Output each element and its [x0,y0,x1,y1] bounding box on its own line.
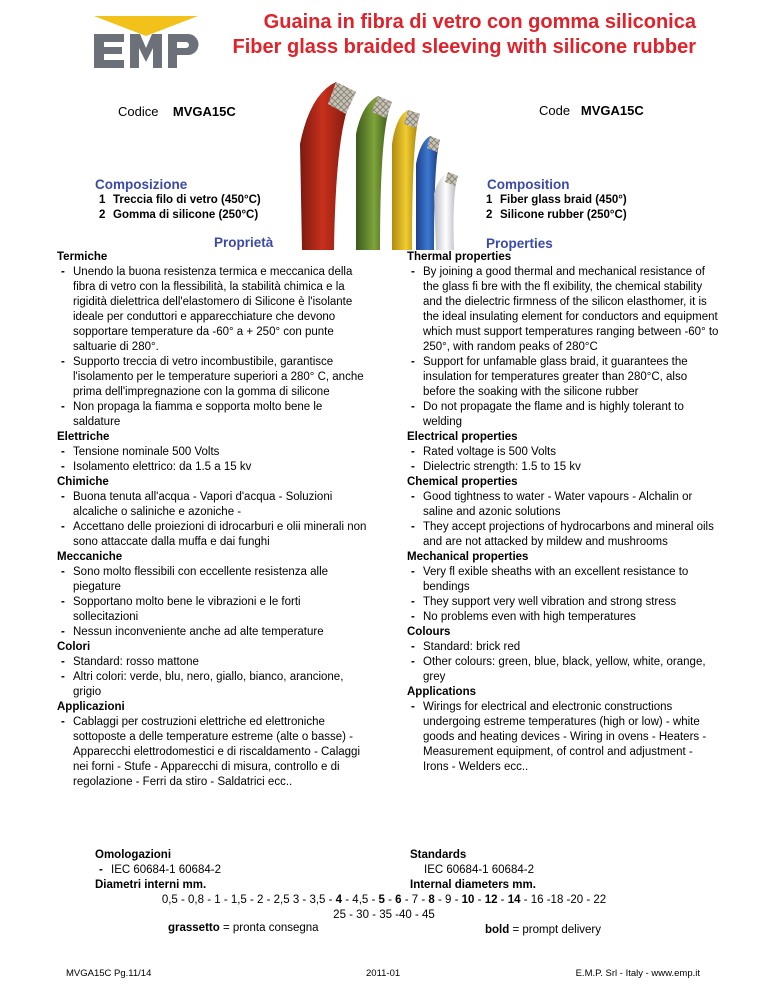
product-photo [296,74,468,250]
legend-bold-word: bold [485,924,510,936]
category-title: Applicazioni [57,701,125,713]
title-english: Fiber glass braided sleeving with silicone rubber [232,36,696,58]
category-title: Meccaniche [57,551,123,563]
diameters-line-1 [0,893,768,908]
footer-date: 2011-01 [366,968,401,979]
standards-value: IEC 60684-1 60684-2 [424,864,534,876]
list-item: - By joining a good thermal and mechanical resistance of the glass fi bre with the fl exibility, the chemical stability and the dielectric firmness of the silicon elasthomer, it is the ideal insulating element for conductors and equipment which must support temperatures ranging between -60° to 250°, with random peaks of 280°C [411,266,719,353]
list-item: - They accept projections of hydrocarbons and mineral oils and are not attacked by mildew and mushrooms [411,521,714,548]
list-item: - Standard: rosso mattone [61,656,199,668]
approvals-value: - IEC 60684-1 60684-2 [99,864,221,876]
composition-heading-it: Composizione [95,177,188,192]
code-value: MVGA15C [172,104,236,119]
diameter-values: - 4,5 - [342,894,379,906]
list-item: - Altri colori: verde, blu, nero, giallo, bianco, arancione, grigio [61,671,344,698]
properties-column-en [407,250,719,775]
title-italian: Guaina in fibra di vetro con gomma siliconica [263,11,696,33]
code-value: MVGA15C [580,103,644,118]
diameter-bold-value: 8 [428,894,435,906]
diameter-values: - [384,894,396,906]
code-english [539,103,644,118]
list-item: - They support very well vibration and strong stress [411,596,677,608]
list-item: - Sono molto flessibili con eccellente resistenza alle piegature [61,566,329,593]
list-item: - Support for unfamable glass braid, it guarantees the insulation for temperatures greater than 280°C, also before the soaking with the silicone rubber [411,356,688,398]
diameter-bold-value: 14 [507,894,521,906]
list-item: - Dielectric strength: 1.5 to 15 kv [411,461,581,473]
category-title: Elettriche [57,431,110,443]
code-label: Codice [118,104,159,119]
list-item: - Other colours: green, blue, black, yellow, white, orange, grey [411,656,706,683]
approvals-it [95,848,221,878]
category-title: Electrical properties [407,431,518,443]
code-italian [118,104,236,119]
list-item: - Non propaga la fiamma e sopporta molto bene le saldature [61,401,323,428]
footer-page-ref: MVGA15C Pg.11/14 [66,968,152,979]
standards-title: Standards [410,849,467,861]
properties-heading-it: Proprietà [214,235,274,250]
diameter-values: - [474,894,485,906]
category-title: Chemical properties [407,476,518,488]
list-item: - Standard: brick red [411,641,521,653]
list-item: - Wirings for electrical and electronic constructions undergoing estreme temperatures (high or low) - white goods and heating devices - Wiring in ovens - Heaters - Measurement equipment, of control and adjustment - Irons - Welders ecc.. [411,701,707,773]
list-item: - Nessun inconveniente anche ad alte temperature [61,626,324,638]
properties-column-it [57,250,367,790]
composition-list-en [482,193,682,223]
list-item: 2 Gomma di silicone (250°C) [99,209,259,221]
list-item: - Buona tenuta all'acqua - Vapori d'acqua - Soluzioni alcaliche o saliniche e azoniche - [61,491,333,518]
category-title: Colori [57,641,91,653]
category-title: Applications [407,686,477,698]
standards-en [410,848,534,878]
diameter-values: - [497,894,508,906]
list-item: - Very fl exible sheaths with an excellent resistance to bendings [411,566,689,593]
category-title: Termiche [57,251,108,263]
list-item: - Sopportano molto bene le vibrazioni e le forti sollecitazioni [61,596,301,623]
list-item: - Rated voltage is 500 Volts [411,446,556,458]
list-item: - No problems even with high temperatures [411,611,636,623]
category-title: Colours [407,626,451,638]
list-item: - Unendo la buona resistenza termica e meccanica della fibra di vetro con la flessibilità, la stabilità chimica e la rigidità dielettrica dell'elastomero di Silicone è l'isolante ideale per conduttori e apparecchiature che devono sopportare temperature da -60° a + 250° con punte saltuarie di 280°. [61,266,353,353]
diameters-title-it: Diametri interni mm. [95,879,207,891]
list-item: - Accettano delle proiezioni di idrocarburi e olii minerali non sono attaccate dalla muffa e dai funghi [61,521,367,548]
composition-list-it [95,193,295,223]
properties-heading-en: Properties [486,236,553,251]
list-item: - Good tightness to water - Water vapours - Alchalin or saline and azonic solutions [411,491,693,518]
list-item: 1 Treccia filo di vetro (450°C) [99,194,261,206]
category-title: Chimiche [57,476,109,488]
diameter-values: - 16 -18 -20 - 22 [520,894,607,906]
diameters-title-en: Internal diameters mm. [410,879,536,891]
diameter-bold-value: 6 [395,894,402,906]
legend-en: bold = prompt delivery [485,924,602,936]
emp-logo [92,16,200,68]
list-item: - Supporto treccia di vetro incombustibile, garantisce l'isolamento per le temperature superiori a 280° C, anche prima dell'impregnazione con la gomma di silicone [61,356,364,398]
diameter-bold-value: 5 [378,894,385,906]
category-title: Mechanical properties [407,551,529,563]
list-item: 2 Silicone rubber (250°C) [486,209,627,221]
list-item: 1 Fiber glass braid (450°) [486,194,627,206]
list-item: - Cablaggi per costruzioni elettriche ed elettroniche sottoposte a delle temperature estreme (alte o basse) - Apparecchi elettrodomestici e di riscaldamento - Calaggi nei forni - Stufe - Apparecchi di misura, controllo e di regolazione - Ferri da stiro - Saldatrici ecc.. [61,716,361,788]
diameters-line-2: 25 - 30 - 35 -40 - 45 [333,909,435,921]
approvals-title: Omologazioni [95,849,172,861]
code-label: Code [539,103,571,118]
diameter-values: 0,5 - 0,8 - 1 - 1,5 - 2 - 2,5 3 - 3,5 - [161,894,336,906]
list-item: - Tensione nominale 500 Volts [61,446,220,458]
diameter-bold-value: 12 [484,894,498,906]
legend-bold-word: grassetto [168,922,220,934]
composition-heading-en: Composition [487,177,570,192]
list-item: - Do not propagate the flame and is highly tolerant to welding [411,401,684,428]
diameter-bold-value: 10 [461,894,475,906]
diameter-bold-value: 4 [335,894,343,906]
footer-company: E.M.P. Srl - Italy - www.emp.it [575,968,700,979]
diameters-list [0,893,768,923]
category-title: Thermal properties [407,251,512,263]
legend-it: grassetto = pronta consegna [168,922,319,934]
list-item: - Isolamento elettrico: da 1.5 a 15 kv [61,461,252,473]
diameter-values: - 9 - [434,894,462,906]
diameter-values: - 7 - [401,894,429,906]
